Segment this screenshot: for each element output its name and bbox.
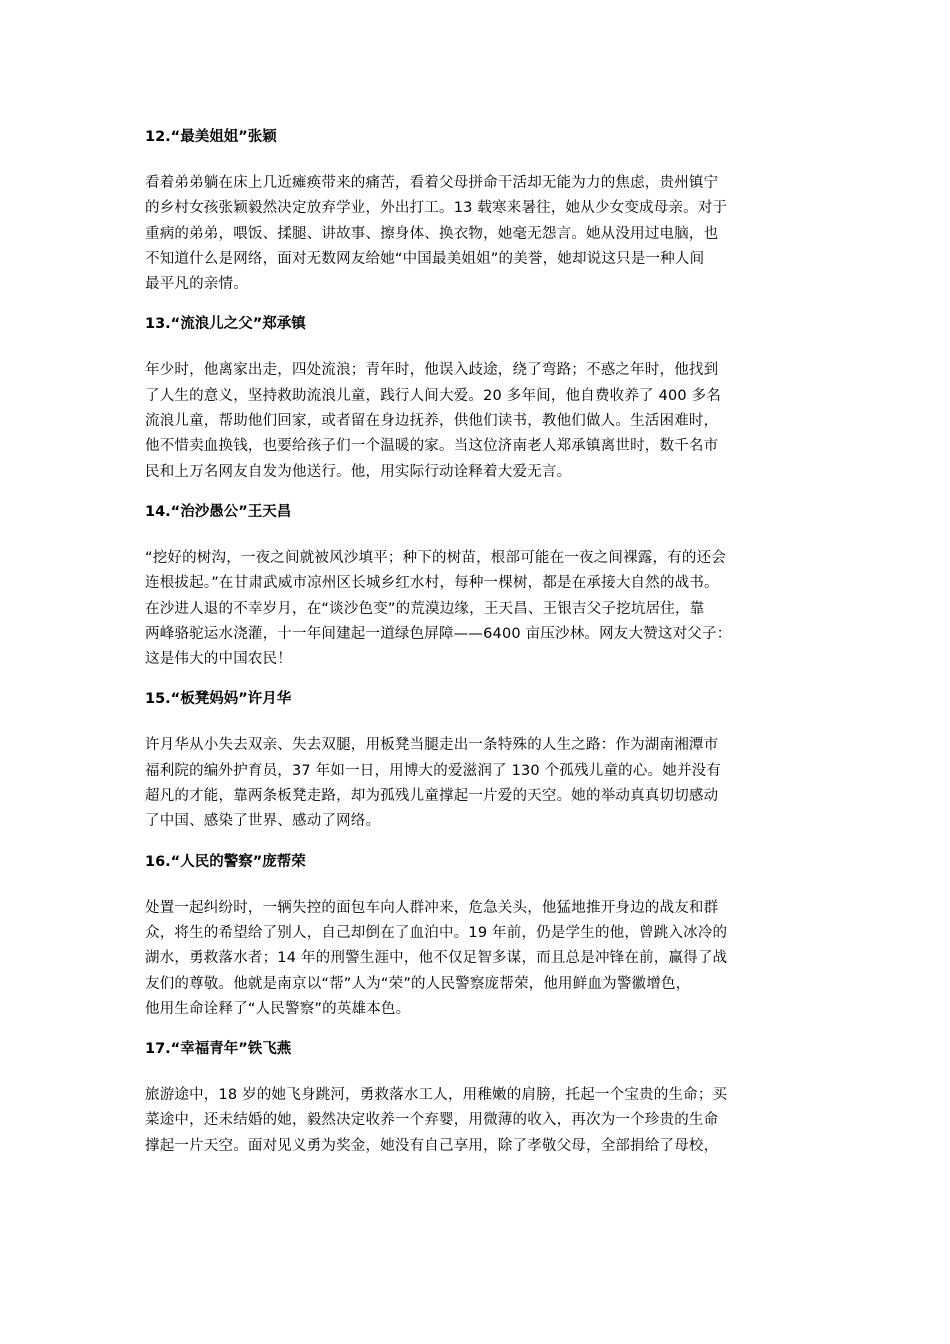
paragraph-line: 他不惜卖血换钱，也要给孩子们一个温暖的家。当这位济南老人郑承镇离世时，数千名市	[145, 438, 719, 455]
paragraph-line: 湖水，勇救落水者；14 年的刑警生涯中，他不仅足智多谋，而且总是冲锋在前，赢得了战	[145, 950, 728, 967]
section-paragraph	[145, 733, 810, 834]
section-paragraph	[145, 896, 810, 1022]
article-section	[145, 1037, 810, 1159]
article-section	[145, 687, 810, 834]
paragraph-line: 年少时，他离家出走，四处流浪；青年时，他误入歧途，绕了弯路；不惑之年时，他找到	[145, 362, 719, 379]
document-page	[145, 110, 810, 1159]
section-heading: 14.“治沙愚公”王天昌	[145, 503, 292, 520]
section-paragraph	[145, 171, 810, 297]
paragraph-line: 流浪儿童，帮助他们回家，或者留在身边抚养，供他们读书，教他们做人。生活困难时，	[145, 413, 719, 430]
section-heading: 17.“幸福青年”铁飞燕	[145, 1041, 292, 1058]
article-section	[145, 125, 810, 297]
paragraph-line: 连根拔起。”在甘肃武威市凉州区长城乡红水村，每种一棵树，都是在承接大自然的战书。	[145, 575, 719, 592]
paragraph-line: 民和上万名网友自发为他送行。他，用实际行动诠释着大爱无言。	[145, 463, 572, 480]
paragraph-line: 友们的尊敬。他就是南京以“帮”人为“荣”的人民警察庞帮荣，他用鲜血为警徽增色，	[145, 975, 691, 992]
paragraph-line: 许月华从小失去双亲、失去双腿，用板凳当腿走出一条特殊的人生之路：作为湖南湘潭市	[145, 737, 719, 754]
section-heading: 15.“板凳妈妈”许月华	[145, 691, 292, 708]
paragraph-line: 菜途中，还未结婚的她，毅然决定收养一个弃婴，用微薄的收入，再次为一个珍贵的生命	[145, 1112, 719, 1129]
paragraph-line: 看着弟弟躺在床上几近瘫痪带来的痛苦，看着父母拼命干活却无能为力的焦虑，贵州镇宁	[145, 175, 719, 191]
paragraph-line: 超凡的才能，靠两条板凳走路，却为孤残儿童撑起一片爱的天空。她的举动真真切切感动	[145, 788, 719, 805]
paragraph-line: 重病的弟弟，喂饭、揉腿、讲故事、擦身体、换衣物，她毫无怨言。她从没用过电脑，也	[145, 225, 719, 242]
article-section	[145, 312, 810, 484]
section-paragraph	[145, 1083, 810, 1159]
section-heading: 16.“人民的警察”庞帮荣	[145, 853, 306, 870]
paragraph-line: 处置一起纠纷时，一辆失控的面包车向人群冲来，危急关头，他猛地推开身边的战友和群	[145, 899, 719, 916]
paragraph-line: 了中国、感染了世界、感动了网络。	[145, 813, 381, 830]
paragraph-line: 旅游途中，18 岁的她飞身跳河，勇救落水工人，用稚嫩的肩膀，托起一个宝贵的生命；买	[145, 1087, 728, 1104]
paragraph-line: 众，将生的希望给了别人，自己却倒在了血泊中。19 年前，仍是学生的他，曾跳入冰冷的	[145, 924, 728, 941]
paragraph-line: 福利院的编外护育员，37 年如一日，用博大的爱滋润了 130 个孤残儿童的心。她并没有	[145, 762, 722, 779]
paragraph-line: “挖好的树沟，一夜之间就被风沙填平；种下的树苗，根部可能在一夜之间裸露，有的还会	[145, 549, 727, 566]
paragraph-line: 不知道什么是网络，面对无数网友给她“中国最美姐姐”的美誉，她却说这只是一种人间	[145, 250, 705, 267]
section-heading: 12.“最美姐姐”张颖	[145, 129, 277, 145]
paragraph-line: 两峰骆驼运水浇灌，十一年间建起一道绿色屏障——6400 亩压沙林。网友大赞这对父子：	[145, 625, 732, 642]
paragraph-line: 最平凡的亲情。	[145, 276, 248, 293]
paragraph-line: 在沙进人退的不幸岁月，在“谈沙色变”的荒漠边缘，王天昌、王银吉父子挖坑居住，靠	[145, 600, 705, 617]
paragraph-line: 了人生的意义，坚持救助流浪儿童，践行人间大爱。20 多年间，他自费收养了 400 多名	[145, 387, 722, 404]
paragraph-line: 撑起一片天空。面对见义勇为奖金，她没有自己享用，除了孝敬父母，全部捐给了母校，	[145, 1137, 719, 1154]
paragraph-line: 他用生命诠释了“人民警察”的英雄本色。	[145, 1000, 411, 1017]
article-section	[145, 500, 810, 672]
section-heading: 13.“流浪儿之父”郑承镇	[145, 316, 306, 333]
paragraph-line: 的乡村女孩张颖毅然决定放弃学业，外出打工。13 载寒来暑往，她从少女变成母亲。对于	[145, 200, 728, 217]
article-section	[145, 850, 810, 1022]
paragraph-line: 这是伟大的中国农民！	[145, 651, 292, 668]
section-paragraph	[145, 358, 810, 484]
section-paragraph	[145, 546, 810, 672]
